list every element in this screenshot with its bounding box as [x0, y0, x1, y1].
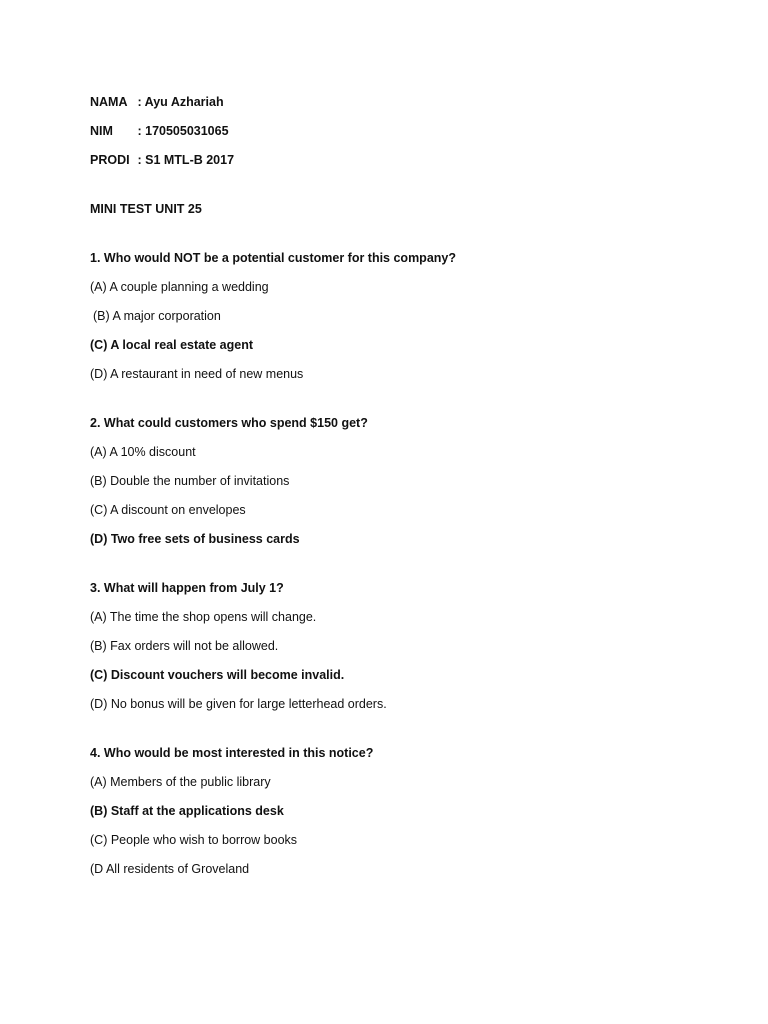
prodi-row: [90, 150, 730, 170]
option-prefix: (D): [90, 532, 108, 546]
nim-row: [90, 121, 730, 141]
answer-option: (A) A couple planning a wedding: [90, 280, 269, 294]
question-text: 2. What could customers who spend $150 get?: [90, 416, 368, 430]
answer-option: (A) Members of the public library: [90, 775, 271, 789]
answer-option-selected: [90, 801, 730, 821]
question-block-3: [90, 578, 730, 714]
nama-label: NAMA: [90, 95, 128, 109]
option-label: Two free sets of business cards: [107, 532, 300, 546]
prodi-value: : S1 MTL-B 2017: [137, 153, 235, 167]
question-block-2: [90, 413, 730, 549]
nim-label: NIM: [90, 124, 113, 138]
test-title: MINI TEST UNIT 25: [90, 202, 202, 216]
option-label: Discount vouchers will become invalid.: [107, 668, 345, 682]
answer-option: (C) A discount on envelopes: [90, 503, 246, 517]
answer-option-selected: [90, 335, 730, 355]
document-page: [90, 92, 730, 888]
answer-option: (C) People who wish to borrow books: [90, 833, 298, 847]
option-label: A local real estate agent: [107, 338, 254, 352]
nama-row: [90, 92, 730, 112]
answer-option: (D) No bonus will be given for large letterhead orders.: [90, 697, 387, 711]
answer-option: (B) Double the number of invitations: [90, 474, 290, 488]
question-block-1: [90, 248, 730, 384]
option-prefix: (B): [90, 804, 108, 818]
nama-value: : Ayu Azhariah: [137, 95, 224, 109]
answer-option-selected: [90, 529, 730, 549]
answer-option: (D All residents of Groveland: [90, 862, 250, 876]
question-text: 4. Who would be most interested in this notice?: [90, 746, 374, 760]
prodi-label: PRODI: [90, 153, 130, 167]
answer-option: (A) The time the shop opens will change.: [90, 610, 317, 624]
question-text: 1. Who would NOT be a potential customer for this company?: [90, 251, 456, 265]
question-text: 3. What will happen from July 1?: [90, 581, 284, 595]
answer-option-selected: [90, 665, 730, 685]
question-block-4: [90, 743, 730, 879]
nim-value: : 170505031065: [137, 124, 229, 138]
answer-option: (D) A restaurant in need of new menus: [90, 367, 304, 381]
option-prefix: (C): [90, 668, 108, 682]
answer-option: (B) Fax orders will not be allowed.: [90, 639, 279, 653]
answer-option: (A) A 10% discount: [90, 445, 196, 459]
answer-option: (B) A major corporation: [93, 309, 221, 323]
option-prefix: (C): [90, 338, 108, 352]
option-label: Staff at the applications desk: [107, 804, 284, 818]
